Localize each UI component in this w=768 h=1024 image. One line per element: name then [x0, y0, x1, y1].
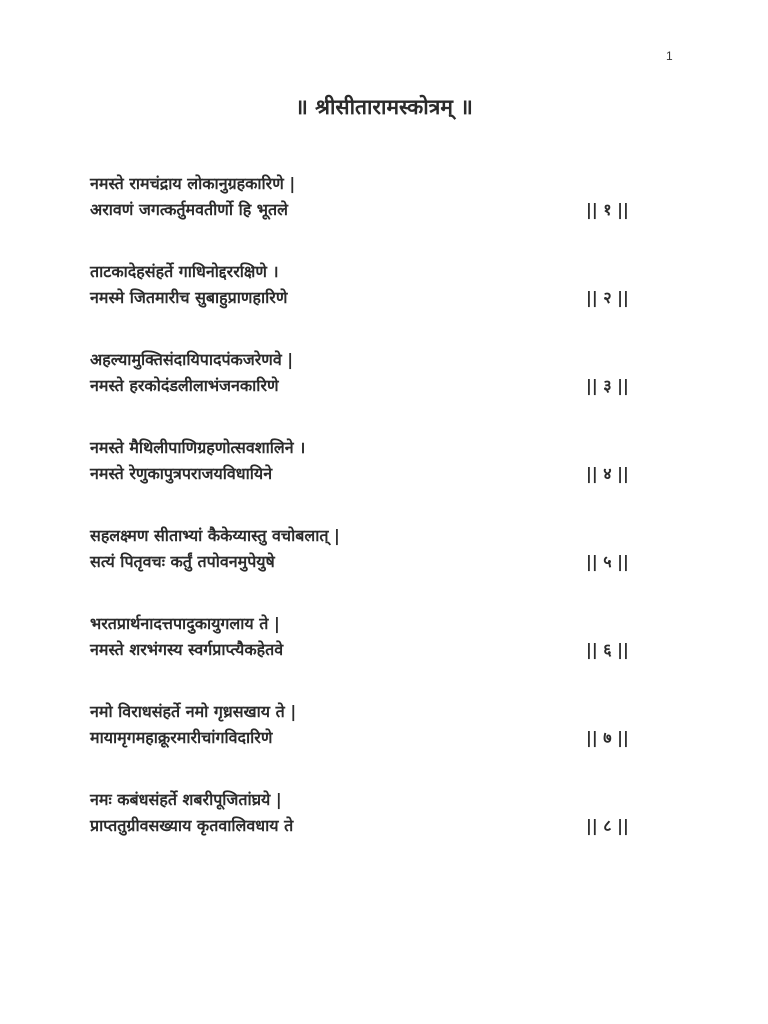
verse-number: || ६ || — [586, 640, 629, 659]
verse-line: नमस्ते मैथिलीपाणिग्रहणोत्सवशालिने । — [90, 438, 306, 457]
verse-line: प्राप्ततुग्रीवसख्याय कृतवालिवधाय ते — [90, 816, 294, 835]
verse-line: भरतप्रार्थनादत्तपादुकायुगलाय ते | — [90, 614, 280, 633]
verse-line: नमस्मे जितमारीच सुबाहुप्राणहारिणे — [90, 288, 288, 307]
verse-line: ताटकादेहसंहर्ते गाधिनोद्दररक्षिणे । — [90, 262, 279, 281]
verse-4 — [90, 434, 650, 522]
verse-number: || ८ || — [586, 816, 629, 835]
verse-5 — [90, 522, 650, 610]
verse-number: || ५ || — [586, 552, 629, 571]
verse-3 — [90, 346, 650, 434]
verse-number: || ४ || — [586, 464, 629, 483]
verse-2 — [90, 258, 650, 346]
page-number: 1 — [666, 49, 673, 63]
verse-6 — [90, 610, 650, 698]
verse-number: || ३ || — [586, 376, 629, 395]
verse-line: नमस्ते रेणुकापुत्रपराजयविधायिने — [90, 464, 273, 483]
verse-7 — [90, 698, 650, 786]
verse-8 — [90, 786, 650, 874]
verse-line: अहल्यामुक्तिसंदायिपादपंकजरेणवे | — [90, 350, 294, 369]
verse-list — [90, 170, 650, 874]
verse-line: नमो विराधसंहर्ते नमो गृध्रसखाय ते | — [90, 702, 297, 721]
verse-number: || ७ || — [586, 728, 629, 747]
page-title: ॥ श्रीसीतारामस्कोत्रम् ॥ — [295, 95, 473, 119]
verse-line: नमस्ते शरभंगस्य स्वर्गप्राप्त्यैकहेतवे — [90, 640, 284, 659]
verse-number: || १ || — [586, 200, 629, 219]
verse-number: || २ || — [586, 288, 629, 307]
verse-line: नमः कबंधसंहर्ते शबरीपूजितांघ्रये | — [90, 790, 282, 809]
verse-line: नमस्ते हरकोदंडलीलाभंजनकारिणे — [90, 376, 279, 395]
verse-line: मायामृगमहाक्रूरमारीचांगविदारिणे — [90, 728, 273, 747]
verse-line: नमस्ते रामचंद्राय लोकानुग्रहकारिणे | — [90, 174, 296, 193]
verse-line: अरावणं जगत्कर्तुमवतीर्णो हि भूतले — [90, 200, 288, 219]
verse-1 — [90, 170, 650, 258]
verse-line: सत्यं पितृवचः कर्तुं तपोवनमुपेयुषे — [90, 552, 275, 571]
verse-line: सहलक्ष्मण सीताभ्यां कैकेय्यास्तु वचोबलात् | — [90, 526, 340, 545]
